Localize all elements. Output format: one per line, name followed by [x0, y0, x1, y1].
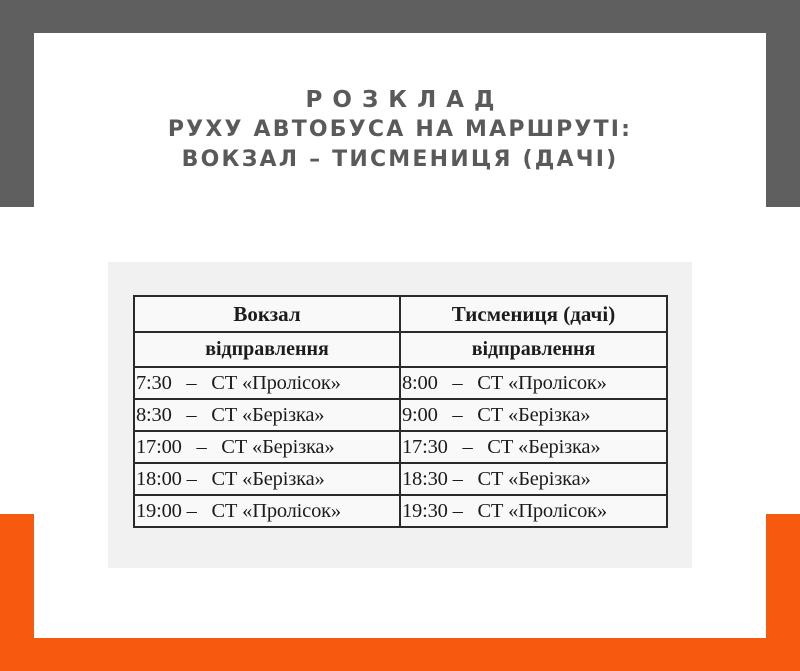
- table-row: [134, 463, 667, 495]
- table-cell: 7:30 – СТ «Пролісок»: [134, 367, 400, 399]
- table-cell: 18:30 – СТ «Берізка»: [400, 463, 667, 495]
- bus-schedule-table: [133, 295, 668, 528]
- table-cell: 19:30 – СТ «Пролісок»: [400, 495, 667, 527]
- table-cell: 9:00 – СТ «Берізка»: [400, 399, 667, 431]
- table-row: [134, 367, 667, 399]
- title-line-1: РОЗКЛАД: [305, 87, 505, 113]
- table-row: [134, 431, 667, 463]
- table-row: [134, 399, 667, 431]
- table-cell: 17:00 – СТ «Берізка»: [134, 431, 400, 463]
- table-cell: 8:00 – СТ «Пролісок»: [400, 367, 667, 399]
- table-cell: 17:30 – СТ «Берізка»: [400, 431, 667, 463]
- subheader-row: [134, 332, 667, 367]
- table-cell: 8:30 – СТ «Берізка»: [134, 399, 400, 431]
- column-subheader-tysmenytsia: відправлення: [400, 332, 667, 367]
- column-subheader-vokzal: відправлення: [134, 332, 400, 367]
- title-line-2: РУХУ АВТОБУСА НА МАРШРУТІ:: [167, 117, 633, 142]
- table-row: [134, 495, 667, 527]
- schedule-title: [34, 86, 766, 175]
- column-header-tysmenytsia: Тисмениця (дачі): [400, 296, 667, 332]
- table-cell: 19:00 – СТ «Пролісок»: [134, 495, 400, 527]
- column-header-vokzal: Вокзал: [134, 296, 400, 332]
- header-row: [134, 296, 667, 332]
- title-line-3: ВОКЗАЛ – ТИСМЕНИЦЯ (ДАЧІ): [181, 147, 619, 172]
- table-cell: 18:00 – СТ «Берізка»: [134, 463, 400, 495]
